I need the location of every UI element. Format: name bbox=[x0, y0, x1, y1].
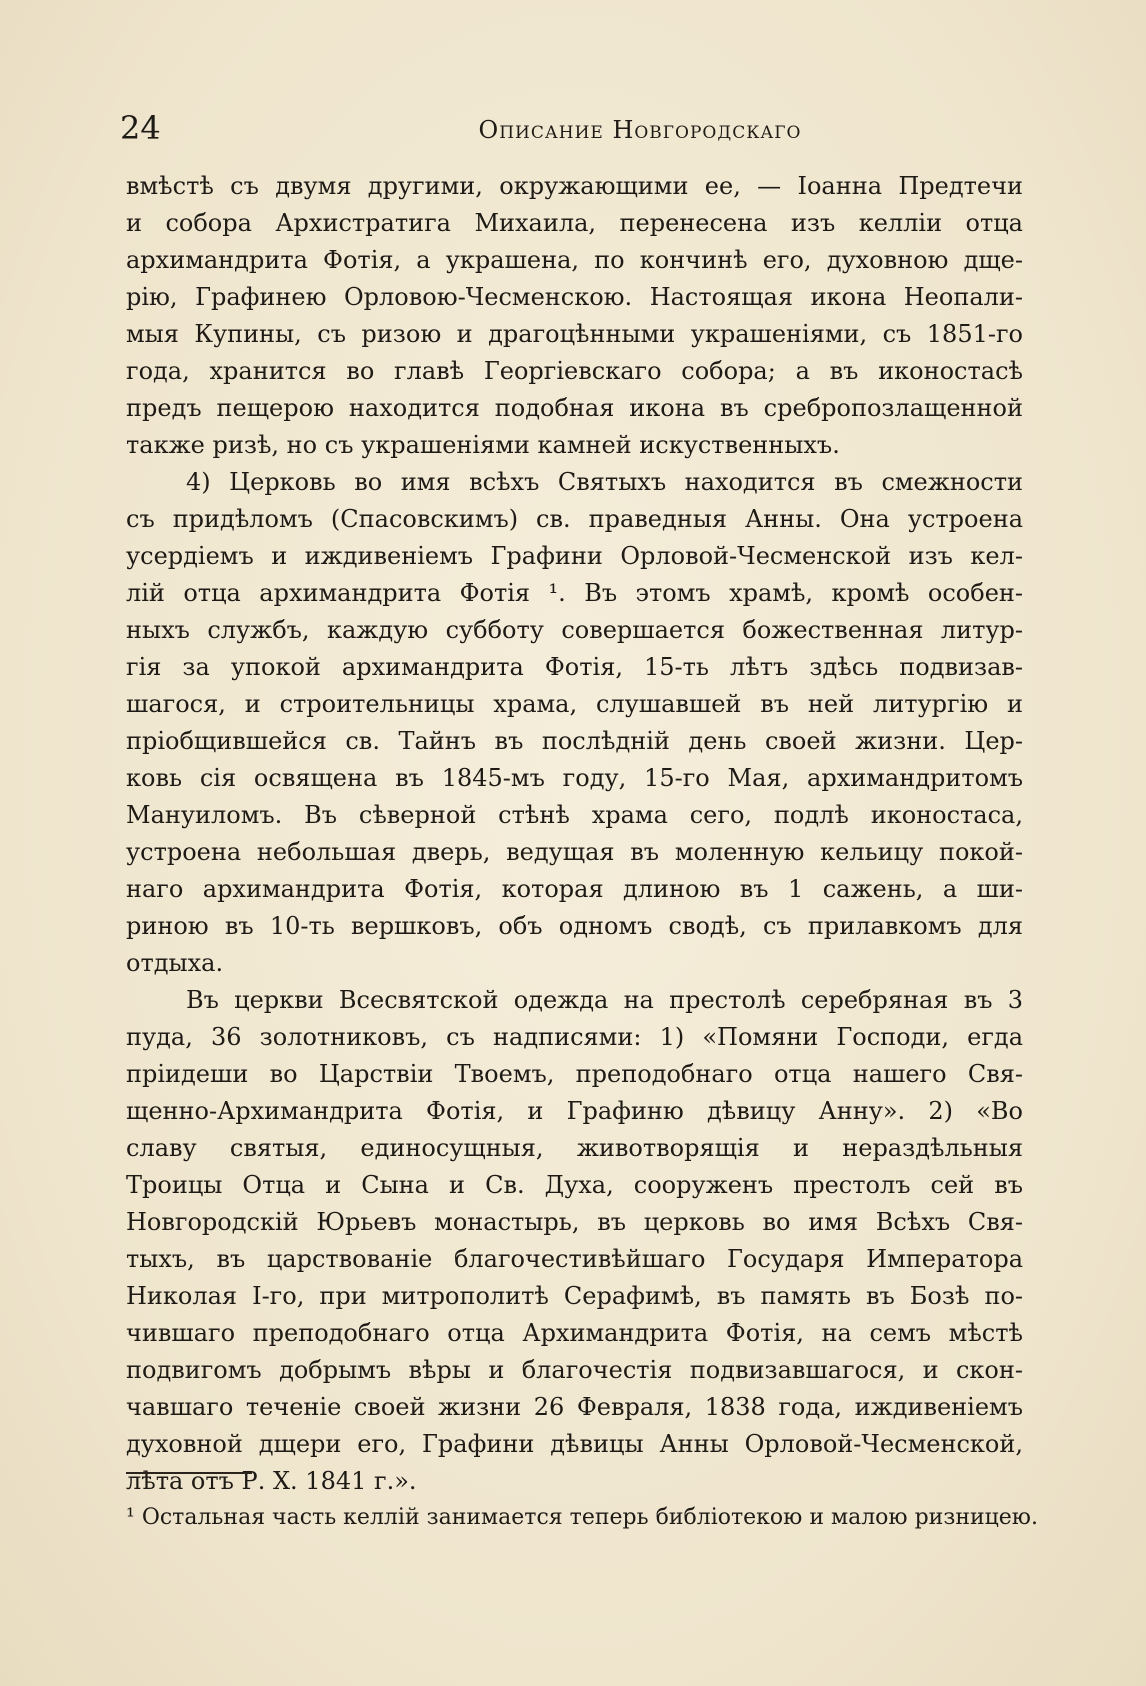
text-line: лѣта отъ Р. Х. 1841 г.». bbox=[126, 1467, 417, 1495]
text-line: лій отца архимандрита Фотія ¹. Въ этомъ храмѣ, кромѣ особен- bbox=[126, 579, 1023, 607]
text-line: устроена небольшая дверь, ведущая въ моленную кельицу покой- bbox=[126, 838, 1023, 866]
text-line: съ придѣломъ (Спасовскимъ) св. праведныя Анны. Она устроена bbox=[126, 505, 1023, 533]
text-line: пріобщившейся св. Тайнъ въ послѣдній день своей жизни. Цер- bbox=[126, 727, 1023, 755]
text-line: отдыха. bbox=[126, 949, 224, 977]
text-line: риною въ 10-ть вершковъ, объ одномъ сводѣ, съ прилавкомъ для bbox=[126, 912, 1023, 940]
text-line: чившаго преподобнаго отца Архимандрита Фотія, на семъ мѣстѣ bbox=[126, 1319, 1023, 1347]
text-line: ныхъ службъ, каждую субботу совершается божественная литур- bbox=[126, 616, 1023, 644]
text-line: архимандрита Фотія, а украшена, по кончинѣ его, духовною дще- bbox=[126, 246, 1023, 274]
text-line: подвигомъ добрымъ вѣры и благочестія подвизавшагося, и скон- bbox=[126, 1356, 1023, 1384]
page-number: 24 bbox=[120, 109, 161, 147]
body-text bbox=[126, 168, 1023, 1500]
text-line: Новгородскій Юрьевъ монастырь, въ церковь во имя Всѣхъ Свя- bbox=[126, 1208, 1023, 1236]
text-line: гія за упокой архимандрита Фотія, 15-ть лѣтъ здѣсь подвизав- bbox=[126, 653, 1023, 681]
text-line: шагося, и строительницы храма, слушавшей въ ней литургію и bbox=[126, 690, 1023, 718]
text-line: и собора Архистратига Михаила, перенесена изъ келліи отца bbox=[126, 209, 1023, 237]
text-line: также ризѣ, но съ украшеніями камней искуственныхъ. bbox=[126, 431, 840, 459]
text-line: Мануиломъ. Въ сѣверной стѣнѣ храма сего, подлѣ иконостаса, bbox=[126, 801, 1023, 829]
text-line: предъ пещерою находится подобная икона въ сребропозлащенной bbox=[126, 394, 1023, 422]
text-line: пуда, 36 золотниковъ, съ надписями: 1) «Помяни Господи, егда bbox=[126, 1023, 1023, 1051]
text-line: вмѣстѣ съ двумя другими, окружающими ее, — Іоанна Предтечи bbox=[126, 172, 1023, 200]
text-line: щенно-Архимандрита Фотія, и Графиню дѣвицу Анну». 2) «Во bbox=[126, 1097, 1023, 1125]
text-line: пріидеши во Царствіи Твоемъ, преподобнаго отца нашего Свя- bbox=[126, 1060, 1023, 1088]
text-line: тыхъ, въ царствованіе благочестивѣйшаго Государя Императора bbox=[126, 1245, 1023, 1273]
text-line: чавшаго теченіе своей жизни 26 Февраля, 1838 года, иждивеніемъ bbox=[126, 1393, 1023, 1421]
footnote-rule bbox=[126, 1472, 252, 1474]
running-title: Описание Новгородскаго bbox=[478, 116, 802, 144]
text-line: славу святыя, единосущныя, животворящія и нераздѣльныя bbox=[126, 1134, 1023, 1162]
text-line: духовной дщери его, Графини дѣвицы Анны Орловой-Чесменской, bbox=[126, 1430, 1023, 1458]
text-line: рію, Графинею Орловою-Чесменскою. Настоящая икона Неопали- bbox=[126, 283, 1023, 311]
text-line: усердіемъ и иждивеніемъ Графини Орловой-Чесменской изъ кел- bbox=[126, 542, 1023, 570]
text-line: года, хранится во главѣ Георгіевскаго собора; а въ иконостасѣ bbox=[126, 357, 1023, 385]
text-line: мыя Купины, съ ризою и драгоцѣнными украшеніями, съ 1851-го bbox=[126, 320, 1023, 348]
text-line: Николая I-го, при митрополитѣ Серафимѣ, въ память въ Бозѣ по- bbox=[126, 1282, 1023, 1310]
text-line: ковь сія освящена въ 1845-мъ году, 15-го Мая, архимандритомъ bbox=[126, 764, 1023, 792]
footnote: ¹ Остальная часть келлій занимается теперь библіотекою и малою ризницею. bbox=[126, 1505, 1038, 1530]
text-line: наго архимандрита Фотія, которая длиною въ 1 сажень, а ши- bbox=[126, 875, 1023, 903]
running-head bbox=[120, 108, 1020, 148]
text-line: Въ церкви Всесвятской одежда на престолѣ серебряная въ 3 bbox=[186, 986, 1023, 1014]
text-line: Троицы Отца и Сына и Св. Духа, сооруженъ престолъ сей въ bbox=[126, 1171, 1023, 1199]
text-line: 4) Церковь во имя всѣхъ Святыхъ находится въ смежности bbox=[186, 468, 1023, 496]
